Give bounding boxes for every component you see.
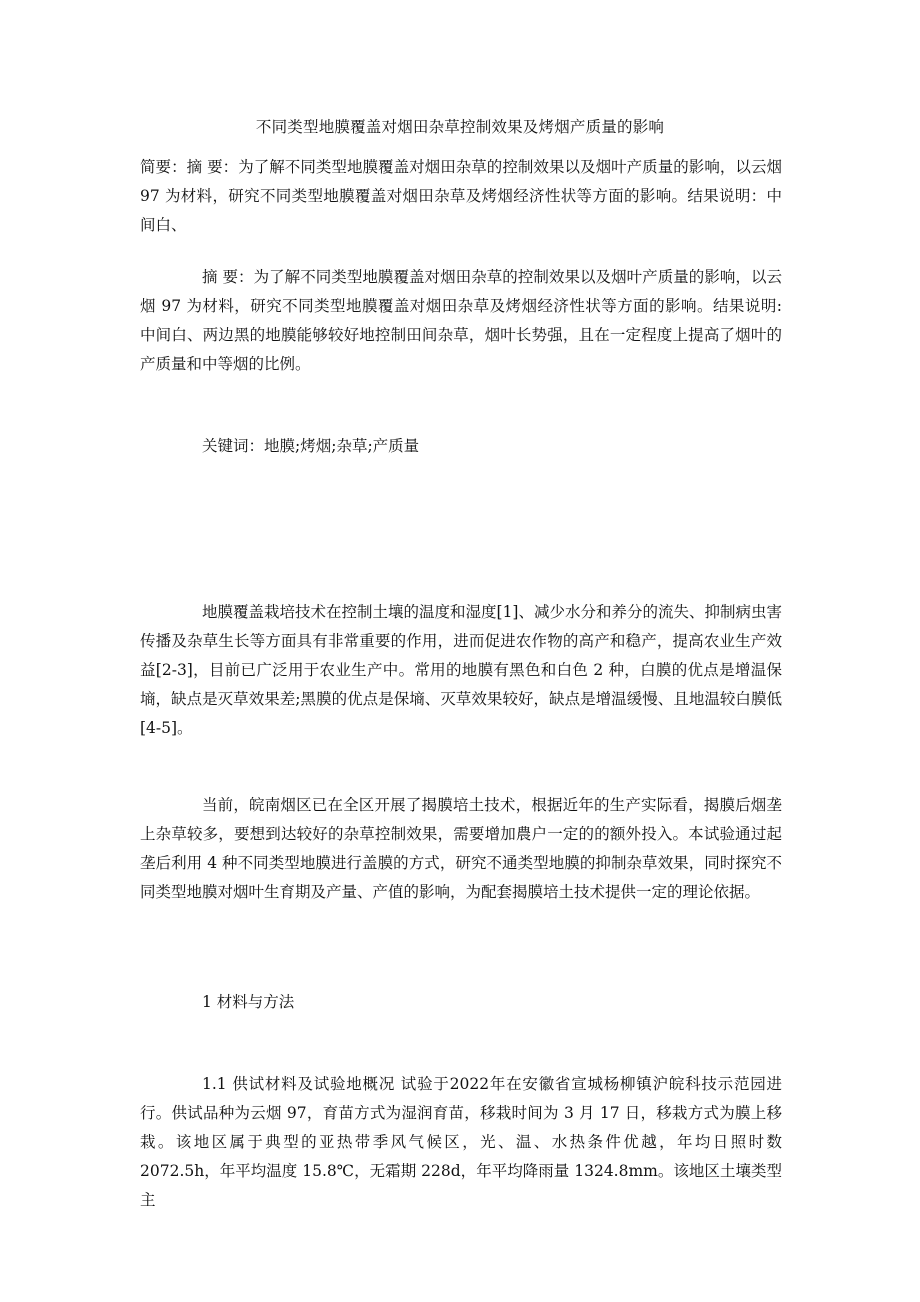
summary-paragraph: 简要：摘 要：为了解不同类型地膜覆盖对烟田杂草的控制效果以及烟叶产质量的影响，以云烟 97 为材料，研究不同类型地膜覆盖对烟田杂草及烤烟经济性状等方面的影响。结果说明：中间白、 bbox=[140, 158, 782, 234]
keywords-line: 关键词：地膜;烤烟;杂草;产质量 bbox=[202, 437, 420, 455]
document-title: 不同类型地膜覆盖对烟田杂草控制效果及烤烟产质量的影响 bbox=[255, 118, 665, 136]
abstract-paragraph: 摘 要：为了解不同类型地膜覆盖对烟田杂草的控制效果以及烟叶产质量的影响，以云烟 97 为材料，研究不同类型地膜覆盖对烟田杂草及烤烟经济性状等方面的影响。结果说明: 中间白、两边黑的地膜能够较好地控制田间杂草，烟叶长势强，且在一定程度上提高了烟叶的产质量和中等烟的比例。 bbox=[140, 268, 782, 373]
body-paragraph-1: 地膜覆盖栽培技术在控制土壤的温度和湿度[1]、减少水分和养分的流失、抑制病虫害传播及杂草生长等方面具有非常重要的作用，进而促进农作物的高产和稳产，提高农业生产效益[2-3]，目前已广泛用于农业生产中。常用的地膜有黑色和白色 2 种，白膜的优点是增温保墒，缺点是灭草效果差;黑膜的优点是保墒、灭草效果较好，缺点是增温缓慢、且地温较白膜低[4-5]。 bbox=[140, 603, 782, 737]
body-paragraph-3: 1.1 供试材料及试验地概况 试验于2022年在安徽省宣城杨柳镇沪皖科技示范园进行。供试品种为云烟 97，育苗方式为湿润育苗，移栽时间为 3 月 17 日，移栽方式为膜上移栽。该地区属于典型的亚热带季风气候区，光、温、水热条件优越，年均日照时数 2072.5h，年平均温度 15.8℃，无霜期 228d，年平均降雨量 1324.8mm。该地区土壤类型主 bbox=[140, 1075, 782, 1209]
body-paragraph-2: 当前，皖南烟区已在全区开展了揭膜培土技术，根据近年的生产实际看，揭膜后烟垄上杂草较多，要想到达较好的杂草控制效果，需要增加農户一定的的额外投入。本试验通过起垄后利用 4 种不同类型地膜进行盖膜的方式，研究不通类型地膜的抑制杂草效果，同时探究不同类型地膜对烟叶生育期及产量、产值的影响，为配套揭膜培土技术提供一定的理论依据。 bbox=[140, 796, 782, 901]
section-heading: 1 材料与方法 bbox=[202, 993, 295, 1011]
